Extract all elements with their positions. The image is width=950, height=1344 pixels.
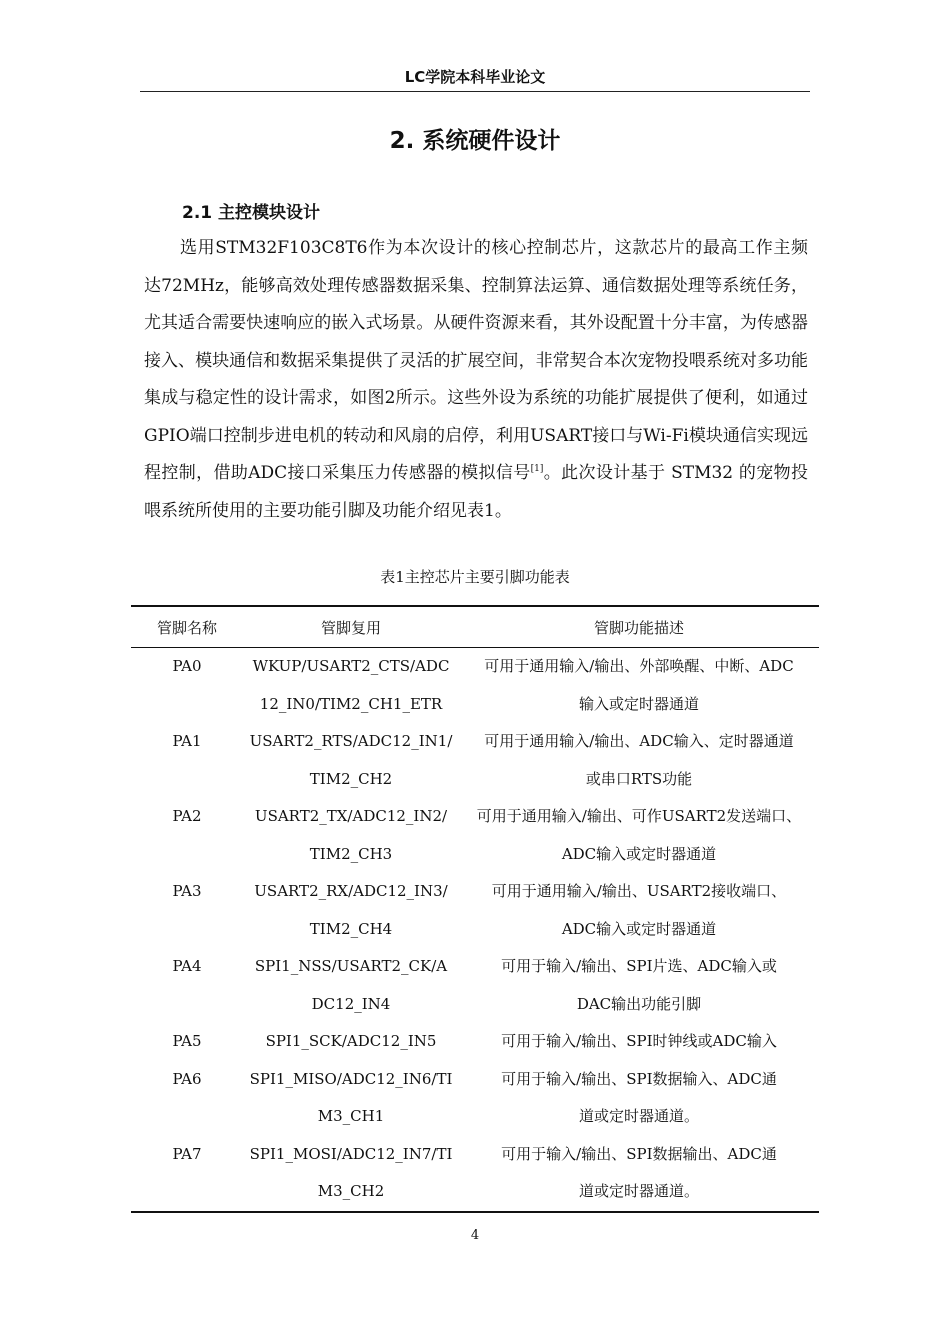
description-line: 可用于通用输入/输出、ADC输入、定时器通道 [484, 732, 794, 750]
pin-name-cell: PA4 [172, 957, 202, 975]
remap-line: USART2_RX/ADC12_IN3/ [254, 882, 448, 900]
pin-description-cell [459, 1023, 819, 1061]
pin-name-cell: PA0 [172, 657, 202, 675]
description-line: ADC输入或定时器通道 [561, 844, 717, 863]
remap-line: SPI1_MISO/ADC12_IN6/TI [249, 1069, 453, 1088]
section-title: 2.1 主控模块设计 [182, 203, 321, 223]
column-header-pin-name: 管脚名称 [156, 618, 217, 637]
table-row [131, 873, 819, 948]
column-header-pin-description: 管脚功能描述 [593, 618, 684, 637]
remap-line: SPI1_NSS/USART2_CK/A [254, 957, 448, 975]
pin-name-cell: PA5 [172, 1032, 202, 1050]
table-header-row [131, 606, 819, 648]
remap-line: USART2_TX/ADC12_IN2/ [254, 807, 448, 825]
page-number: 4 [470, 1228, 480, 1243]
table-row [131, 798, 819, 873]
pin-remap-cell [243, 798, 459, 873]
table-row [131, 1136, 819, 1212]
pin-name-cell: PA7 [172, 1144, 202, 1163]
column-header-pin-remap: 管脚复用 [320, 618, 381, 637]
description-line: ADC输入或定时器通道 [561, 919, 717, 938]
pin-remap-cell [243, 1023, 459, 1061]
pin-description-cell [459, 1061, 819, 1136]
pin-description-cell [459, 1136, 819, 1212]
description-line: DAC输出功能引脚 [576, 994, 702, 1013]
table-row [131, 1061, 819, 1136]
pin-remap-cell [243, 873, 459, 948]
remap-line: TIM2_CH2 [309, 769, 393, 788]
remap-line: SPI1_MOSI/ADC12_IN7/TI [249, 1144, 453, 1163]
table-row [131, 1023, 819, 1061]
pin-remap-cell [243, 948, 459, 1023]
pin-remap-cell [243, 1061, 459, 1136]
description-line: 可用于通用输入/输出、USART2接收端口、 [491, 882, 787, 900]
pin-description-cell [459, 648, 819, 724]
description-line: 可用于输入/输出、SPI数据输出、ADC通 [501, 1144, 777, 1163]
pin-description-cell [459, 798, 819, 873]
description-line: 可用于通用输入/输出、可作USART2发送端口、 [476, 807, 802, 825]
pin-remap-cell [243, 723, 459, 798]
remap-line: DC12_IN4 [311, 994, 391, 1013]
body-paragraph [144, 230, 808, 530]
remap-line: M3_CH2 [317, 1182, 385, 1200]
description-line: 道或定时器通道。 [578, 1182, 699, 1200]
table-caption: 表1主控芯片主要引脚功能表 [380, 568, 570, 586]
body-text-part-2: 。此次设计基于 STM32 的宠物投喂系统所使用的主要功能引脚及功能介绍见表1。 [144, 463, 808, 521]
description-line: 可用于输入/输出、SPI片选、ADC输入或 [501, 957, 777, 975]
pin-description-cell [459, 873, 819, 948]
pin-remap-cell [243, 1136, 459, 1212]
pin-remap-cell [243, 648, 459, 724]
pin-name-cell: PA6 [172, 1069, 202, 1088]
pin-function-table [131, 605, 819, 1213]
description-line: 可用于输入/输出、SPI数据输入、ADC通 [501, 1069, 777, 1088]
table-row [131, 648, 819, 724]
description-line: 输入或定时器通道 [578, 694, 699, 713]
pin-name-cell: PA1 [172, 732, 202, 750]
chapter-title: 2. 系统硬件设计 [389, 128, 561, 154]
citation-ref: [1] [530, 464, 544, 474]
pin-name-cell: PA2 [172, 807, 202, 825]
remap-line: USART2_RTS/ADC12_IN1/ [249, 732, 453, 750]
remap-line: 12_IN0/TIM2_CH1_ETR [259, 694, 443, 713]
remap-line: SPI1_SCK/ADC12_IN5 [265, 1032, 437, 1050]
pin-description-cell [459, 948, 819, 1023]
body-text-part-1: 选用STM32F103C8T6作为本次设计的核心控制芯片，这款芯片的最高工作主频达72MHz，能够高效处理传感器数据采集、控制算法运算、通信数据处理等系统任务，尤其适合需要快速响应的嵌入式场景。从硬件资源来看，其外设配置十分丰富，为传感器接入、模块通信和数据采集提供了灵活的扩展空间，非常契合本次宠物投喂系统对多功能集成与稳定性的设计需求，如图2所示。这些外设为系统的功能扩展提供了便利，如通过GPIO端口控制步进电机的转动和风扇的启停，利用USART接口与Wi-Fi模块通信实现远程控制，借助ADC接口采集压力传感器的模拟信号 [144, 238, 808, 483]
table-row [131, 948, 819, 1023]
description-line: 可用于通用输入/输出、外部唤醒、中断、ADC [484, 657, 794, 675]
running-header: LC学院本科毕业论文 [404, 68, 546, 86]
pin-description-cell [459, 723, 819, 798]
pin-name-cell: PA3 [172, 882, 202, 900]
remap-line: WKUP/USART2_CTS/ADC [252, 657, 450, 675]
remap-line: M3_CH1 [317, 1107, 385, 1125]
description-line: 或串口RTS功能 [585, 769, 693, 788]
remap-line: TIM2_CH4 [309, 919, 393, 938]
header-rule [140, 91, 810, 92]
description-line: 道或定时器通道。 [578, 1107, 699, 1125]
description-line: 可用于输入/输出、SPI时钟线或ADC输入 [501, 1032, 777, 1050]
table-row [131, 723, 819, 798]
remap-line: TIM2_CH3 [309, 844, 393, 863]
